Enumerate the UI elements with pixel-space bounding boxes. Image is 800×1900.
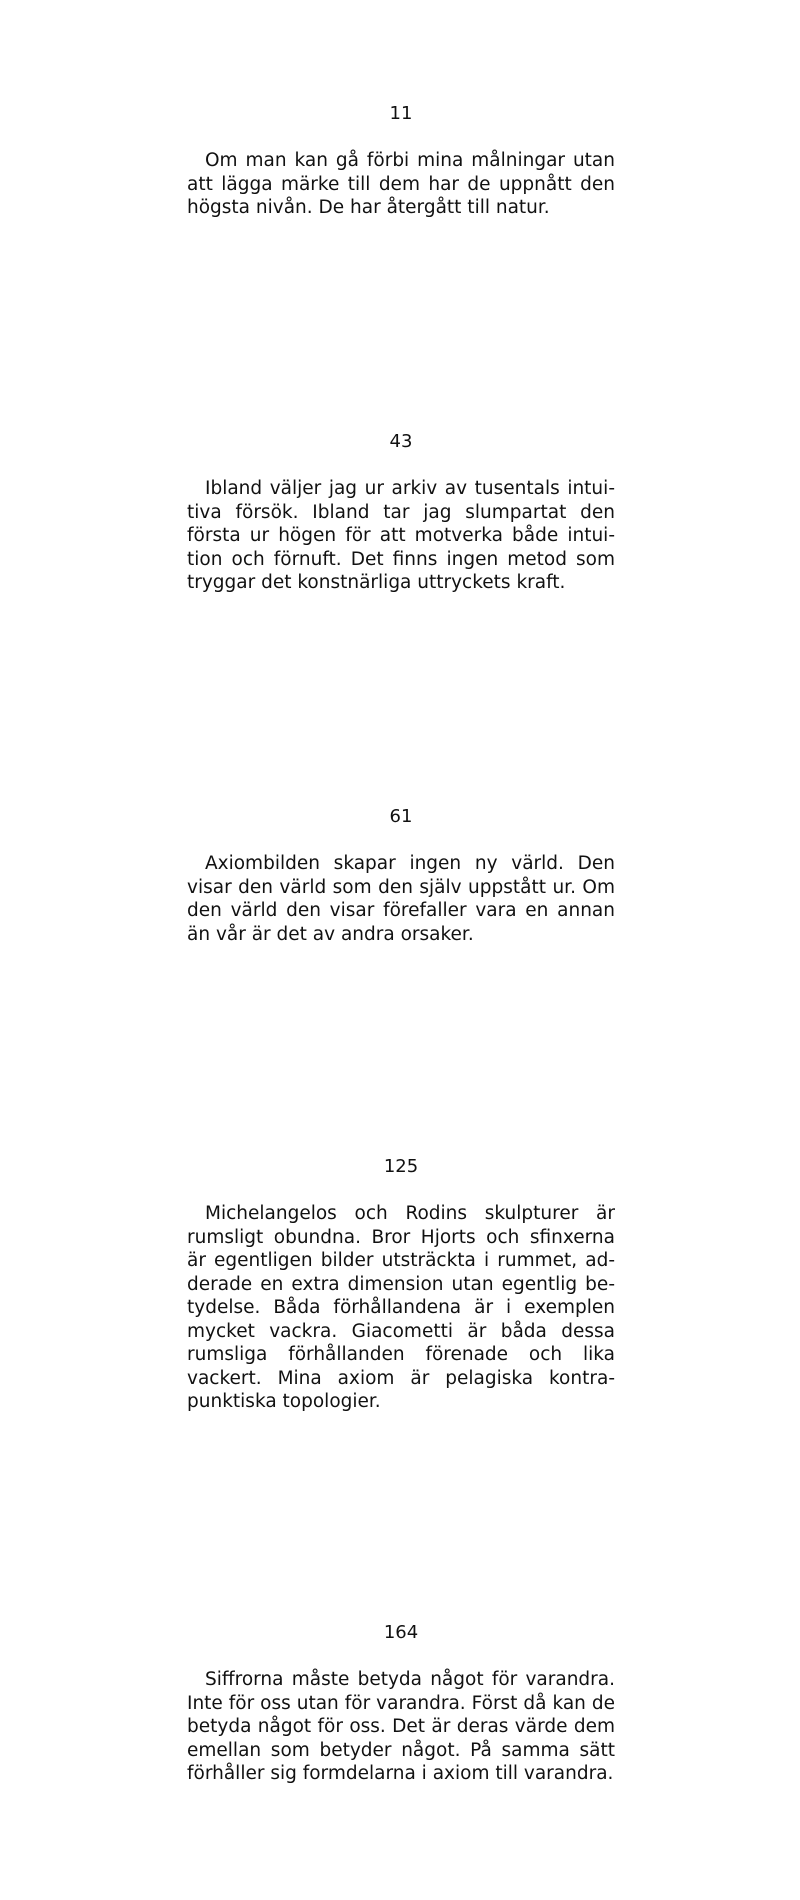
aphorism-entry bbox=[187, 431, 615, 595]
entry-number: 164 bbox=[383, 1622, 419, 1643]
entry-text: Om man kan gå förbi mina målningar utan att lägga märke till dem har de uppnått den högsta nivån. De har återgått till natur. bbox=[187, 150, 615, 218]
aphorism-entry bbox=[187, 806, 615, 946]
entry-text: Michelangelos och Rodins skulpturer är rumsligt obundna. Bror Hjorts och sfinxerna är egentligen bilder utsträckta i rummet, adderade en extra dimension utan egentlig betydelse. Båda förhållandena är i exemplen mycket vackra. Giacometti är båda dessa rumsliga förhållanden förenade och lika vackert. Mina axiom är pelagiska kontrapunktiska topologier. bbox=[187, 1203, 615, 1412]
entry-number: 11 bbox=[389, 103, 413, 124]
aphorism-entry bbox=[187, 1622, 615, 1786]
entry-text: Siffrorna måste betyda något för varandra. Inte för oss utan för varandra. Först då kan de betyda något för oss. Det är deras värde dem emellan som betyder något. På samma sätt förhåller sig formdelarna i axiom till varandra. bbox=[187, 1669, 615, 1784]
aphorism-entry bbox=[187, 1156, 615, 1414]
entry-number: 125 bbox=[383, 1156, 419, 1177]
aphorism-entry bbox=[187, 103, 615, 220]
entry-text: Axiombilden skapar ingen ny värld. Den visar den värld som den själv uppstått ur. Om den värld den visar förefaller vara en annan än vår är det av andra orsaker. bbox=[187, 853, 615, 945]
entry-text: Ibland väljer jag ur arkiv av tusentals intuitiva försök. Ibland tar jag slumpartat den första ur högen för att motverka både intuition och förnuft. Det finns ingen metod som tryggar det konstnärliga uttryckets kraft. bbox=[187, 478, 615, 593]
entry-number: 43 bbox=[389, 431, 413, 452]
entry-number: 61 bbox=[389, 806, 413, 827]
